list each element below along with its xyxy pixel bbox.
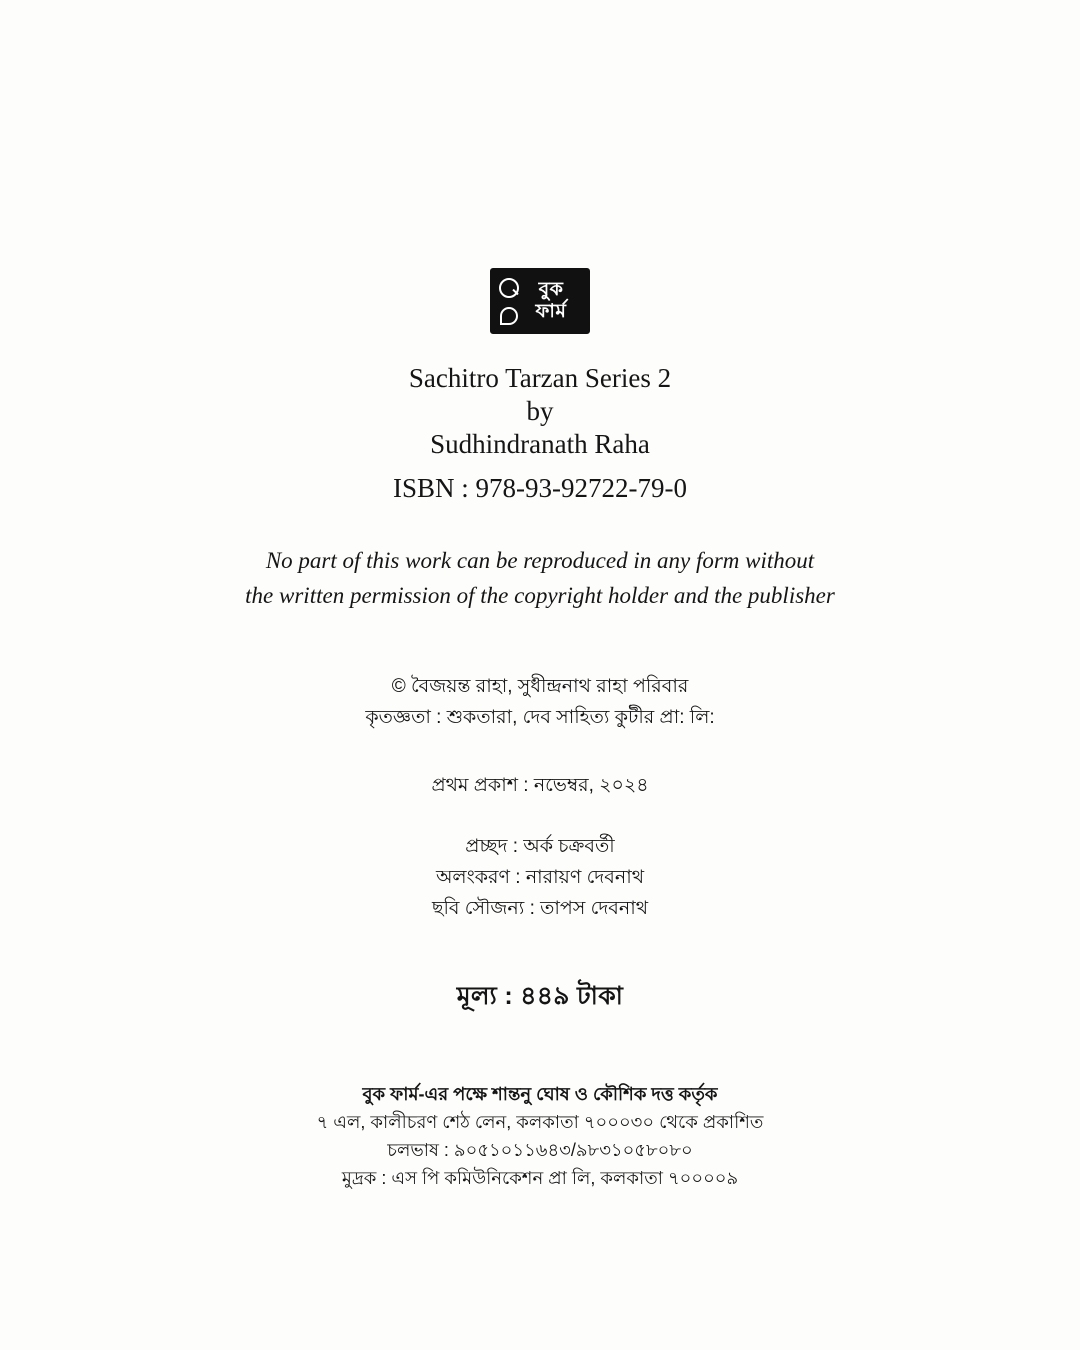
publisher-logo-wrap [0,268,1080,334]
image-courtesy-credit: ছবি সৌজন্য : তাপস দেবনাথ [431,898,649,919]
series-title: Sachitro Tarzan Series 2 [408,363,672,393]
logo-line-1: বুক [538,279,564,300]
imprint-line-1-rest: -এর পক্ষে শান্তনু ঘোষ ও কৌশিক দত্ত কর্তৃক [418,1084,718,1104]
copyright-block [0,671,1080,733]
logo-circle-icon [499,278,519,298]
acknowledgement: কৃতজ্ঞতা : শুকতারা, দেব সাহিত্য কুটীর প্রা: লি: [365,707,715,728]
cover-credit: প্রচ্ছদ : অর্ক চক্রবর্তী [465,836,615,857]
imprint-publisher-name: বুক ফার্ম [362,1084,419,1104]
logo-line-2: ফার্ম [535,301,567,322]
imprint-phone: চলভাষ : ৯০৫১০১১৬৪৩/৯৮৩১০৫৮০৮০ [387,1140,693,1160]
price-text: মূল্য : ৪৪৯ টাকা [456,982,624,1010]
author-name: Sudhindranath Raha [430,429,650,459]
rights-line-2: the written permission of the copyright holder and the publisher [245,583,835,608]
logo-leaf-icon [500,307,518,325]
book-farm-logo-icon [490,268,590,334]
edition-block [0,771,1080,801]
english-title-block [0,362,1080,461]
imprint-printer: মুদ্রক : এস পি কমিউনিকেশন প্রা লি, কলকাতা ৭০০০০৯ [341,1168,739,1188]
illustration-credit: অলংকরণ : নারায়ণ দেবনাথ [435,867,645,888]
by-label: by [526,396,554,426]
credits-block [0,831,1080,924]
imprint-line-1 [0,1080,1080,1108]
isbn-text: ISBN : 978-93-92722-79-0 [393,473,687,503]
rights-line-1: No part of this work can be reproduced in any form without [265,548,815,573]
rights-statement [0,543,1080,613]
first-publication: প্রথম প্রকাশ : নভেম্বর, ২০২৪ [431,775,649,796]
imprint-block [0,1080,1080,1192]
copyright-holders: © বৈজয়ন্ত রাহা, সুধীন্দ্রনাথ রাহা পরিবার [391,676,689,697]
imprint-address: ৭ এল, কালীচরণ শেঠ লেন, কলকাতা ৭০০০৩০ থেকে প্রকাশিত [316,1112,764,1132]
